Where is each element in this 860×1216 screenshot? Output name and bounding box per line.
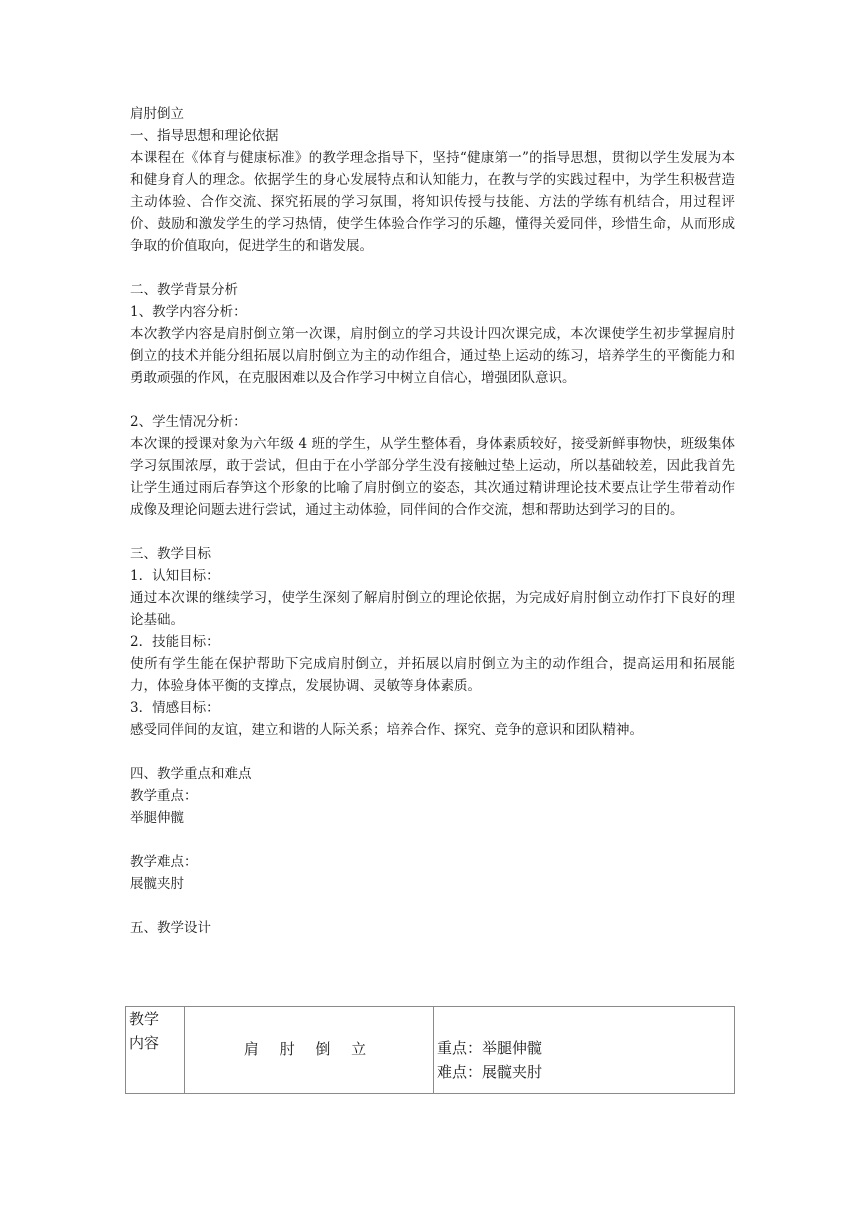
key-point-label: 教学重点： bbox=[130, 788, 198, 804]
teaching-design-table bbox=[125, 1006, 735, 1094]
goal-3-heading: 3．情感目标： bbox=[130, 700, 220, 716]
spacer bbox=[130, 257, 735, 279]
table-cell-points bbox=[434, 1007, 735, 1094]
document-title: 肩肘倒立 bbox=[130, 106, 184, 122]
goal-1-text: 通过本次课的继续学习，使学生深刻了解肩肘倒立的理论依据，为完成好肩肘倒立动作打下良好的理论基础。 bbox=[130, 590, 735, 628]
key-point-entry: 重点：举腿伸髋 bbox=[437, 1039, 543, 1057]
spacer bbox=[130, 521, 735, 543]
section-2-heading: 二、教学背景分析 bbox=[130, 282, 238, 298]
document-body bbox=[130, 103, 735, 939]
section-2-sub1-paragraph: 本次教学内容是肩肘倒立第一次课，肩肘倒立的学习共设计四次课完成，本次课使学生初步掌握肩肘倒立的技术并能分组拓展以肩肘倒立为主的动作组合，通过垫上运动的练习，培养学生的平衡能力和勇敢顽强的作风，在克服困难以及合作学习中树立自信心，增强团队意识。 bbox=[130, 326, 735, 386]
section-3-heading: 三、教学目标 bbox=[130, 546, 211, 562]
difficulty-label: 教学难点： bbox=[130, 854, 198, 870]
goal-3-text: 感受同伴间的友谊，建立和谐的人际关系；培养合作、探究、竞争的意识和团队精神。 bbox=[130, 722, 643, 738]
goal-2-text: 使所有学生能在保护帮助下完成肩肘倒立，并拓展以肩肘倒立为主的动作组合，提高运用和拓展能力，体验身体平衡的支撑点，发展协调、灵敏等身体素质。 bbox=[130, 656, 735, 694]
spacer bbox=[130, 829, 735, 851]
section-2-sub2-heading: 2、学生情况分析： bbox=[130, 414, 247, 430]
section-2-sub2-paragraph: 本次课的授课对象为六年级 4 班的学生，从学生整体看，身体素质较好，接受新鲜事物快，班级集体学习氛围浓厚，敢于尝试，但由于在小学部分学生没有接触过垫上运动，所以基础较差，因此我首先让学生通过雨后春笋这个形象的比喻了肩肘倒立的姿态，其次通过精讲理论技术要点让学生带着动作成像及理论问题去进行尝试，通过主动体验，同伴间的合作交流，想和帮助达到学习的目的。 bbox=[130, 436, 735, 518]
spacer bbox=[130, 895, 735, 917]
section-1-paragraph: 本课程在《体育与健康标准》的教学理念指导下，坚持“健康第一”的指导思想，贯彻以学生发展为本和健身育人的理念。依据学生的身心发展特点和认知能力，在教与学的实践过程中，为学生积极营造主动体验、合作交流、探究拓展的学习氛围，将知识传授与技能、方法的学练有机结合，用过程评价、鼓励和激发学生的学习热情，使学生体验合作学习的乐趣，懂得关爱同伴，珍惜生命，从而形成争取的价值取向，促进学生的和谐发展。 bbox=[130, 150, 735, 254]
goal-1-heading: 1．认知目标： bbox=[130, 568, 220, 584]
section-4-heading: 四、教学重点和难点 bbox=[130, 766, 252, 782]
content-label: 教学内容 bbox=[129, 1010, 160, 1052]
spacer bbox=[130, 741, 735, 763]
table-cell-content-label bbox=[126, 1007, 185, 1094]
difficulty-value: 展髋夹肘 bbox=[130, 876, 184, 892]
section-1-heading: 一、指导思想和理论依据 bbox=[130, 128, 279, 144]
difficulty-entry: 难点：展髋夹肘 bbox=[437, 1063, 543, 1081]
section-5-heading: 五、教学设计 bbox=[130, 920, 211, 936]
table-row bbox=[126, 1007, 735, 1094]
spacer bbox=[130, 389, 735, 411]
section-2-sub1-heading: 1、教学内容分析： bbox=[130, 304, 247, 320]
key-point-value: 举腿伸髋 bbox=[130, 810, 184, 826]
topic-value: 肩 肘 倒 立 bbox=[243, 1040, 375, 1058]
table-cell-topic bbox=[185, 1007, 434, 1094]
goal-2-heading: 2．技能目标： bbox=[130, 634, 220, 650]
